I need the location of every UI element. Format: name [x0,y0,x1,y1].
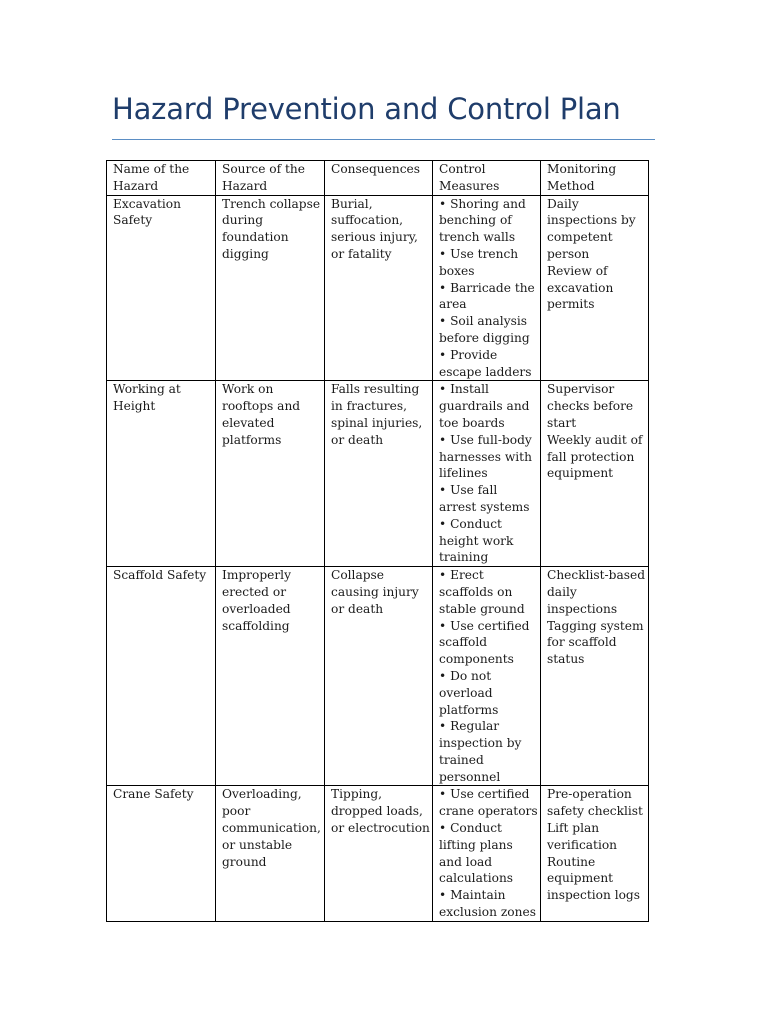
control-measure-item: • Install guardrails and toe boards [439,382,530,430]
control-measure-item: • Use certified scaffold components [439,618,530,667]
table-row [107,381,649,567]
hazard-consequences-cell: Collapse causing injury or death [325,567,433,786]
control-measure-item: • Use full-body harnesses with lifelines [439,432,532,481]
header-consequences: Consequences [325,161,433,196]
control-measure-item: • Erect scaffolds on stable ground [439,568,525,616]
title-underline [112,139,655,140]
monitoring-method-cell [541,195,649,381]
monitoring-item: Weekly audit of fall protection equipment [547,432,643,481]
hazard-name-cell: Excavation Safety [107,195,216,381]
monitoring-method-cell [541,567,649,786]
control-measures-cell [433,195,541,381]
hazard-consequences-cell: Falls resulting in fractures, spinal injuries, or death [325,381,433,567]
table-row [107,567,649,786]
control-measure-item: • Use certified crane operators [439,787,538,819]
control-measure-item: • Maintain exclusion zones [439,888,536,920]
hazard-source-cell: Improperly erected or overloaded scaffolding [216,567,325,786]
table-row [107,786,649,921]
control-measure-item: • Soil analysis before digging [439,314,530,345]
monitoring-method-cell [541,786,649,921]
hazard-source-cell: Work on rooftops and elevated platforms [216,381,325,567]
control-measure-item: • Use fall arrest systems [439,483,530,514]
control-measure-item: • Use trench boxes [439,246,519,278]
header-control-measures: Control Measures [433,161,541,196]
hazard-consequences-cell: Tipping, dropped loads, or electrocution [325,786,433,921]
hazard-name-cell: Scaffold Safety [107,567,216,786]
monitoring-item: Pre-operation safety checklist [547,787,643,819]
table-row [107,195,649,381]
monitoring-method-cell [541,381,649,567]
monitoring-item: Checklist-based daily inspections [547,568,645,616]
hazard-source-cell: Trench collapse during foundation digging [216,195,325,381]
hazard-consequences-cell: Burial, suffocation, serious injury, or fatality [325,195,433,381]
control-measure-item: • Regular inspection by trained personnel [439,719,522,784]
control-measure-item: • Do not overload platforms [439,668,499,717]
header-source-of-hazard: Source of the Hazard [216,161,325,196]
control-measure-item: • Barricade the area [439,280,535,312]
control-measures-cell [433,786,541,921]
control-measure-item: • Conduct lifting plans and load calculations [439,821,514,886]
control-measure-item: • Provide escape ladders [439,347,532,379]
monitoring-item: Supervisor checks before start [547,382,634,430]
header-monitoring-method: Monitoring Method [541,161,649,196]
monitoring-item: Tagging system for scaffold status [547,618,644,667]
control-measure-item: • Conduct height work training [439,516,514,565]
monitoring-item: Daily inspections by competent person [547,196,636,261]
hazard-control-table [106,160,649,922]
monitoring-item: Review of excavation permits [547,263,614,312]
hazard-name-cell: Working at Height [107,381,216,567]
document-title: Hazard Prevention and Control Plan [112,92,621,126]
hazard-source-cell: Overloading, poor communication, or unstable ground [216,786,325,921]
control-measure-item: • Shoring and benching of trench walls [439,196,526,245]
control-measures-cell [433,381,541,567]
monitoring-item: Lift plan verification [547,821,618,852]
monitoring-item: Routine equipment inspection logs [547,854,640,903]
hazard-name-cell: Crane Safety [107,786,216,921]
control-measures-cell [433,567,541,786]
header-name-of-hazard: Name of the Hazard [107,161,216,196]
table-header-row [107,161,649,196]
